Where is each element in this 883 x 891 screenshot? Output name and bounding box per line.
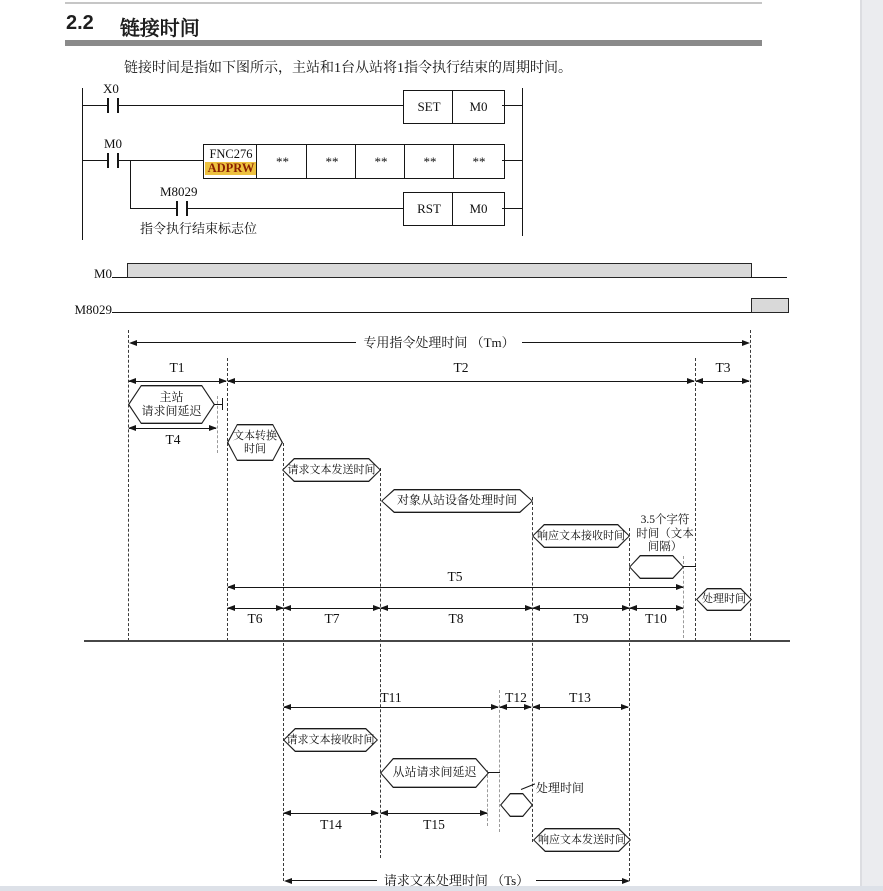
hex-slave-request-delay [380,758,489,788]
rung1-wire-b [119,105,403,106]
hex-text-conversion-time [227,424,283,461]
rst-device-box [452,192,505,226]
t2-arrow [228,381,694,382]
operand-value: ** [423,153,437,169]
contact-m8029-bar1 [176,201,178,216]
t6-label: T6 [247,611,263,626]
t11-label: T11 [380,690,402,705]
t3-label: T3 [715,360,731,375]
operand-cell [453,144,505,179]
t7-label: T7 [324,611,340,626]
rung3-wire-a [130,208,177,209]
contact-x0-label: X0 [103,81,119,96]
heading-rule [65,40,762,46]
t9-arrow [533,608,629,609]
wave-m0-low-tail [750,277,787,278]
hex-char-interval [629,555,684,579]
timeline-separator [84,640,790,642]
hex-line: 响应文本发送时间 [538,833,626,846]
rst-device-label: M0 [469,201,488,216]
char-interval-tail [683,566,696,567]
wave-m0-label: M0 [93,266,112,281]
contact-m8029-label: M8029 [160,184,198,199]
hex-response-text-receive-time [532,524,630,548]
hex-line: 请求文本接收时间 [286,733,375,746]
guide-t7-t8 [380,468,381,858]
rst-box [403,192,455,226]
hex-processing-time-slave [500,793,533,817]
char-interval-note [630,514,700,555]
hex-line: 主站 [159,390,184,405]
hex-processing-time-master [696,588,752,611]
section-heading [66,12,200,41]
t14-arrow [284,813,378,814]
hex-line: 时间 [244,442,266,455]
operand-value: ** [325,153,339,169]
t6-arrow [228,608,283,609]
t1-arrow [129,381,226,382]
wave-m0-high [127,263,752,278]
fnc-number: FNC276 [209,146,253,161]
hex-response-text-send-time [533,828,631,852]
fnc-name-highlight[interactable]: ADPRW [205,162,258,176]
hex-line: 请求间延迟 [141,403,202,418]
t10-label: T10 [645,611,667,626]
rung1-wire-c [502,105,522,106]
t15-label: T15 [423,817,445,832]
t13-label: T13 [569,690,591,705]
t9-label: T9 [573,611,589,626]
t12-arrow [500,707,531,708]
ladder-right-rail [522,88,523,236]
contact-m0-bar1 [107,153,109,168]
tm-span-arrow [129,336,750,349]
hex-request-text-receive-time [283,728,378,752]
hex-line: 对象从站设备处理时间 [396,493,517,508]
arrowhead-right [742,340,750,346]
hex-line: 处理时间 [702,593,746,606]
t14-label: T14 [320,817,342,832]
t2-label: T2 [453,360,469,375]
guide-t8-t9 [532,497,533,842]
hex-slave-device-processing-time [381,489,533,513]
t1-label: T1 [169,360,185,375]
guide-t1-t2 [227,358,228,641]
t15-arrow [381,813,487,814]
rung2-wire-c [502,160,522,161]
t5-label: T5 [447,569,463,584]
section-number: 2.2 [66,12,94,34]
rst-label: RST [417,201,441,216]
operand-cell [355,144,407,179]
tm-span-label: 专用指令处理时间 （Tm） [363,335,515,350]
branch-wire [130,160,131,209]
t8-arrow [381,608,532,609]
arrowhead-left [129,340,137,346]
set-box [403,90,455,124]
t5-arrow [228,587,683,588]
t11-arrow [284,707,498,708]
ladder-left-rail [82,88,83,240]
wave-m8029-high [751,298,789,313]
master-delay-tick [222,398,223,410]
processing-time-slave-label: 处理时间 [536,781,585,795]
operand-cell [306,144,358,179]
set-device-label: M0 [469,99,488,114]
hex-line: 请求文本发送时间 [287,463,376,476]
wave-m8029-label: M8029 [74,302,112,317]
hex-line: 响应文本接收时间 [537,529,625,542]
contact-x0-bar1 [107,98,109,113]
section-title: 链接时间 [119,18,200,40]
t7-arrow [284,608,380,609]
slave-delay-tail [488,772,500,773]
t10-arrow [630,608,683,609]
t8-label: T8 [448,611,464,626]
hex-line: 从站请求间延迟 [392,765,477,780]
set-device-box [452,90,505,124]
t12-label: T12 [505,690,527,705]
arrowhead-left [284,878,292,884]
arrowhead-right [622,878,630,884]
hex-master-request-delay [128,385,215,424]
rung2-wire-a [82,160,108,161]
ts-span-label: 请求文本处理时间 （Ts） [383,873,530,888]
intro-text: 链接时间是指如下图所示，主站和1台从站将1指令执行结束的周期时间。 [124,61,572,76]
wave-m0-lead [112,277,128,278]
fnc-box [203,144,259,179]
rung3-wire-b [188,208,403,209]
operand-cell [256,144,309,179]
note-line: 3.5个字符 [640,514,690,526]
rung3-wire-c [502,208,522,209]
operand-value: ** [374,153,388,169]
top-hairline [65,2,762,4]
note-line: 间隔） [647,541,683,554]
operand-value: ** [472,153,486,169]
rung2-wire-b [119,160,203,161]
page-right-gutter [860,0,883,891]
note-line: 时间（文本 [636,527,694,540]
rung1-wire-a [82,105,108,106]
ts-span-arrow [284,874,630,887]
operand-cell [404,144,456,179]
contact-m0-label: M0 [104,136,123,151]
hex-line: 文本转换 [233,430,277,443]
t4-label: T4 [165,432,181,447]
t4-arrow [129,428,216,429]
t3-arrow [696,381,749,382]
wave-m8029-low [112,312,752,313]
guide-tm-start [128,330,129,641]
rung3-caption: 指令执行结束标志位 [140,221,258,236]
operand-value: ** [276,153,289,169]
hex-request-text-send-time [282,458,381,482]
t13-arrow [533,707,628,708]
set-label: SET [417,99,441,114]
